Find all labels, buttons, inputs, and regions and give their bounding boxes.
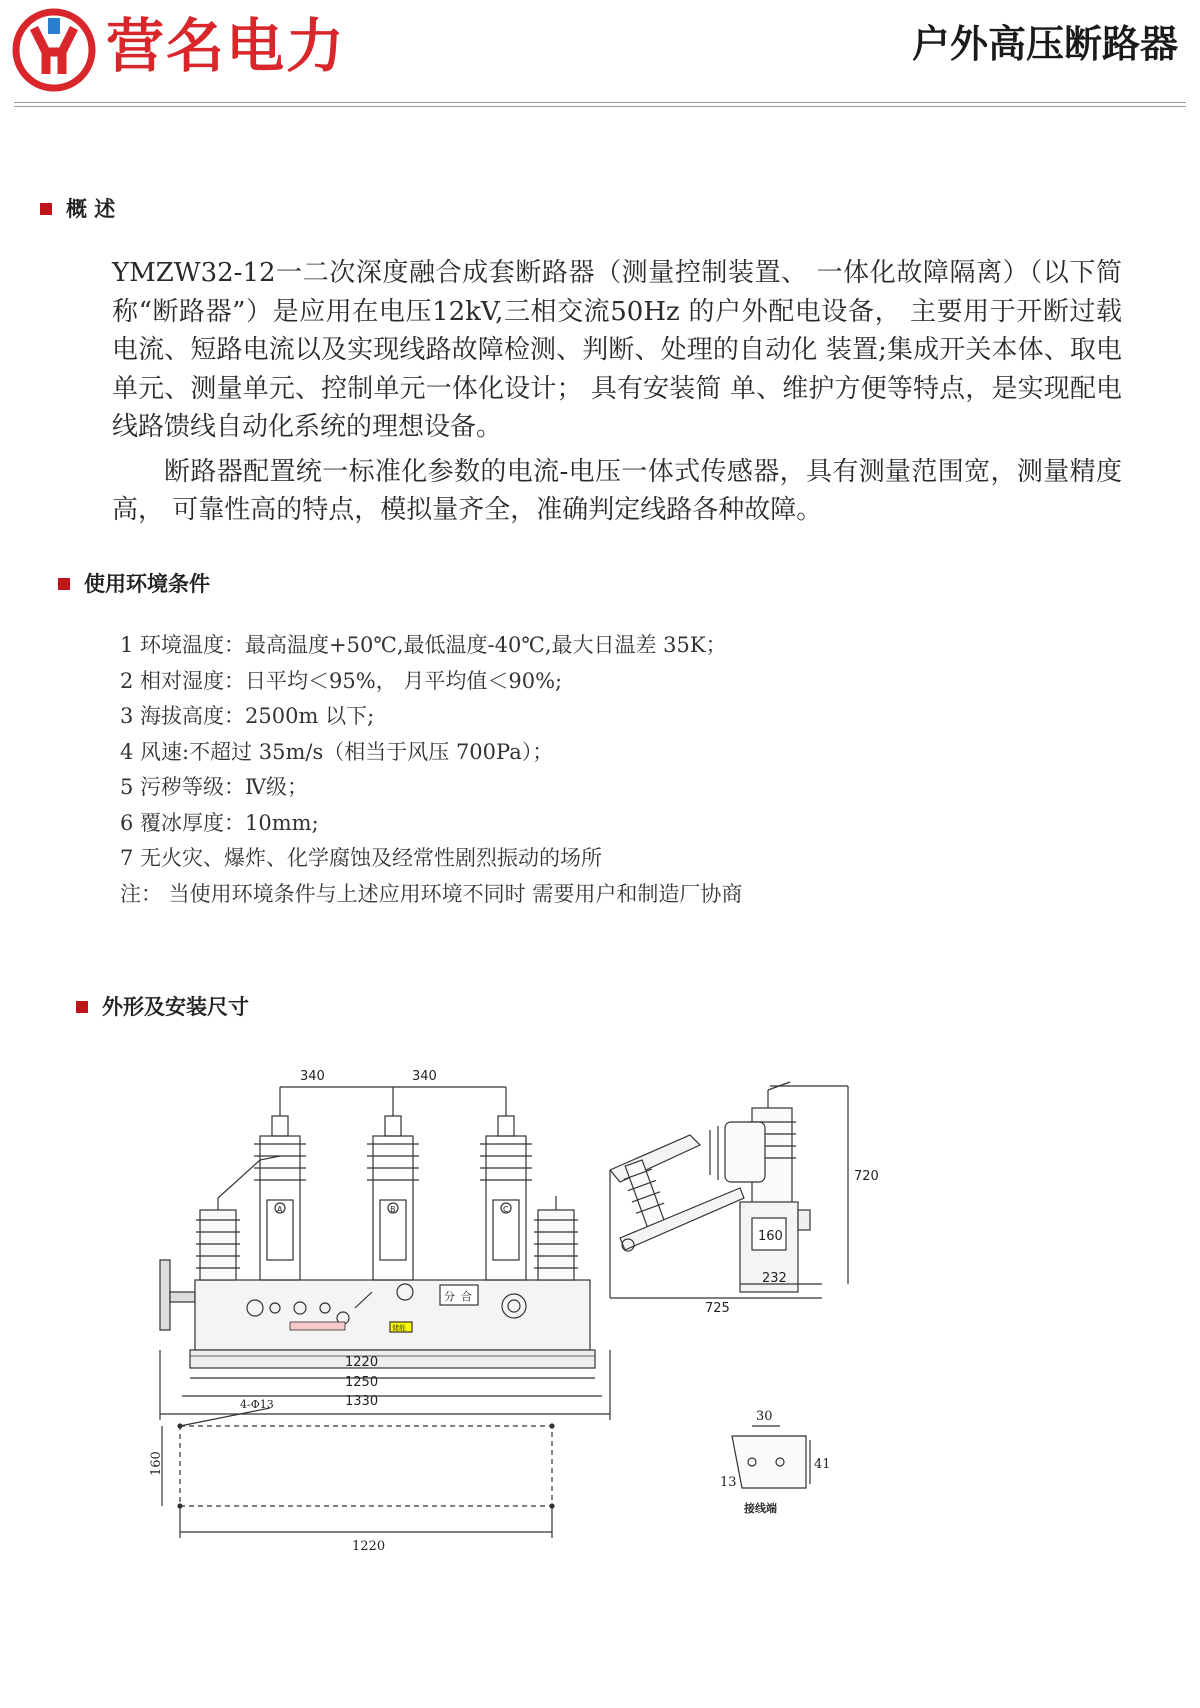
list-item: 6 覆冰厚度：10mm; [120, 810, 319, 835]
environment-note: 注： 当使用环境条件与上述应用环境不同时 需要用户和制造厂协商 [120, 881, 743, 906]
section-heading-overview: 概 述 [40, 196, 115, 222]
panel-close-label: 合 [461, 1290, 472, 1303]
list-item: 2 相对湿度：日平均＜95%， 月平均值＜90%; [120, 668, 563, 693]
dim-1220: 1220 [345, 1355, 379, 1370]
dim-terminal-30: 30 [756, 1409, 773, 1424]
brand-name: 营名电力 [106, 12, 347, 80]
dim-holes: 4-Φ13 [240, 1398, 274, 1411]
phase-pole-b [367, 1116, 419, 1280]
section-heading-dimensions: 外形及安装尺寸 [76, 994, 249, 1020]
dim-side-160: 160 [758, 1229, 783, 1244]
dim-spacing-left: 340 [300, 1069, 325, 1084]
terminal-label: 接线端 [744, 1502, 777, 1515]
dim-spacing-right: 340 [412, 1069, 437, 1084]
phase-pole-c [480, 1116, 532, 1280]
dim-1250: 1250 [345, 1375, 379, 1390]
section-bullet-icon [76, 1001, 88, 1013]
dim-terminal-13: 13 [720, 1475, 737, 1490]
dim-terminal-41: 41 [814, 1457, 831, 1472]
dimension-drawing-lower [140, 1396, 940, 1586]
dim-side-725: 725 [705, 1301, 730, 1316]
overview-paragraph-2: 断路器配置统一标准化参数的电流-电压一体式传感器，具有测量范围宽，测量精度高， 可靠性高的特点，模拟量齐全，准确判定线路各种故障。 [112, 456, 1122, 525]
phase-label-b: B [390, 1205, 396, 1214]
company-logo-icon [12, 8, 96, 92]
overview-paragraph-1: YMZW32-12一二次深度融合成套断路器（测量控制装置、 一体化故障隔离）（以下简称“断路器”）是应用在电压12kV,三相交流50Hz 的户外配电设备， 主要用于开断过载电流、短路电流以及实现线路故障检测、判断、处理的自动化 装置;集成开关本体、取电单元、测量单元、控制单元一体化设计； 具有安装简 单、维护方便等特点，是实现配电线路馈线自动化系统的理想设备。 [112, 258, 1122, 442]
environment-conditions-list [120, 628, 742, 912]
side-view [610, 1082, 848, 1298]
section-bullet-icon [58, 578, 70, 590]
page-header [0, 0, 1200, 110]
arrester-right [534, 1196, 578, 1280]
dim-base-1220: 1220 [352, 1539, 386, 1554]
header-divider-bottom [14, 106, 1186, 107]
base-outline [180, 1426, 552, 1506]
section-heading-environment: 使用环境条件 [58, 571, 210, 597]
list-item: 4 风速:不超过 35m/s（相当于风压 700Pa）； [120, 739, 554, 764]
section-bullet-icon [40, 203, 52, 215]
dim-base-160: 160 [149, 1451, 164, 1476]
dim-side-232: 232 [762, 1271, 787, 1286]
phase-label-c: C [503, 1205, 509, 1214]
terminal-plate [732, 1436, 806, 1488]
panel-tag: 储能 [392, 1324, 406, 1332]
phase-pole-a [254, 1116, 306, 1280]
dim-1330: 1330 [345, 1394, 379, 1409]
list-item: 5 污秽等级：Ⅳ级； [120, 775, 309, 799]
panel-open-label: 分 [444, 1290, 455, 1303]
phase-label-a: A [277, 1205, 283, 1214]
list-item: 7 无火灾、爆炸、化学腐蚀及经常性剧烈振动的场所 [120, 846, 603, 870]
list-item: 3 海拔高度：2500m 以下; [120, 704, 375, 728]
overview-text [112, 254, 1122, 530]
document-title: 户外高压断路器 [911, 22, 1178, 66]
list-item: 1 环境温度：最高温度+50℃,最低温度-40℃,最大日温差 35K； [120, 633, 727, 657]
front-view [160, 1087, 610, 1420]
header-divider-top [14, 102, 1186, 103]
dim-side-720: 720 [854, 1169, 879, 1184]
